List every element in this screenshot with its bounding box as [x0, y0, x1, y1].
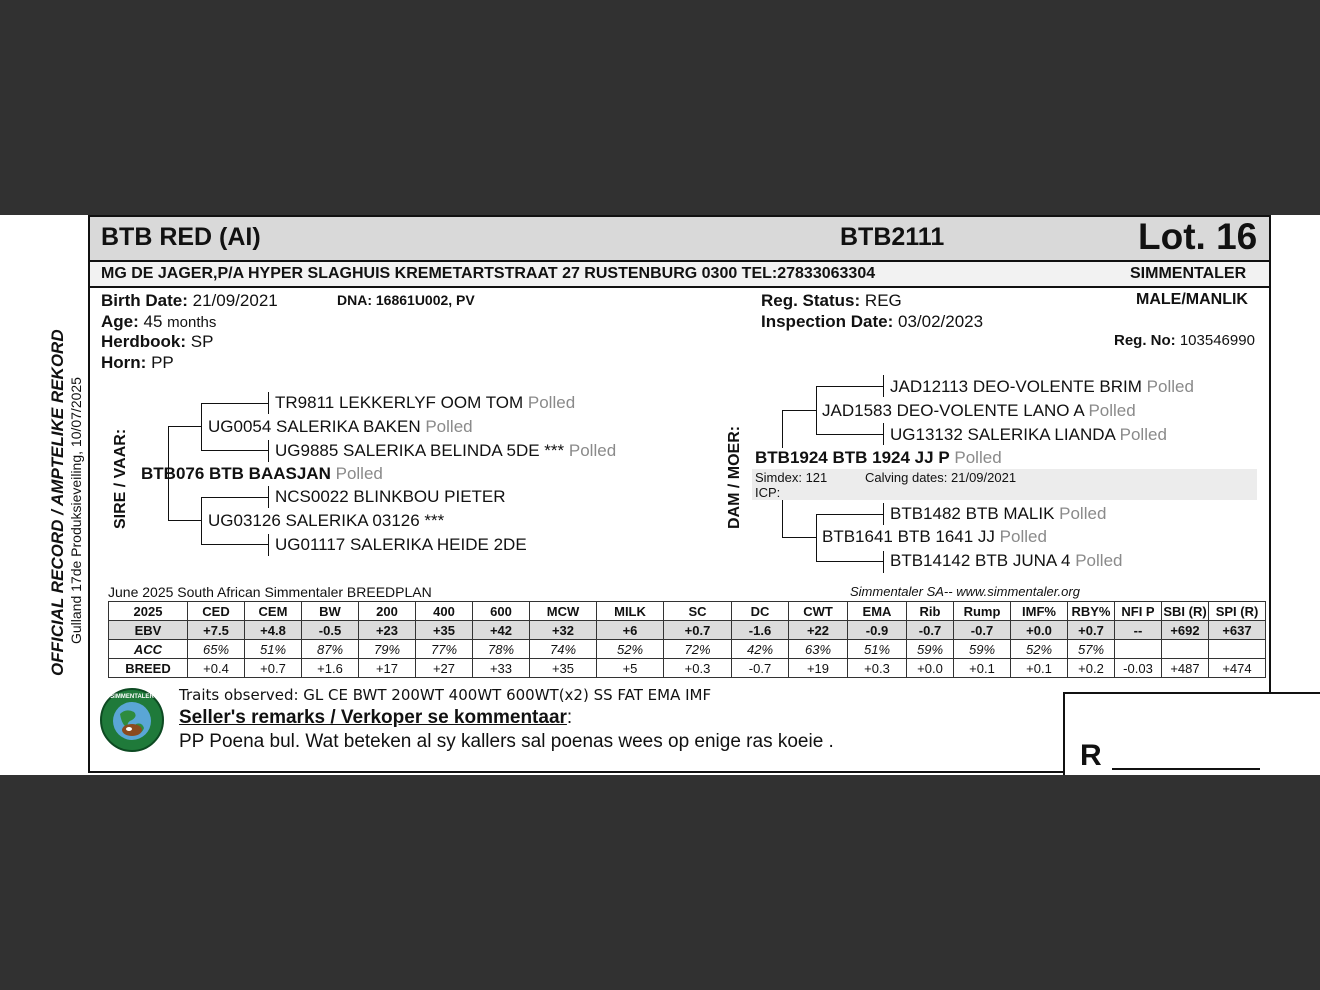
- ds-bracket-top: [816, 386, 883, 387]
- reg-status: Reg. Status: REG: [761, 291, 902, 310]
- dam-top-h: [782, 410, 816, 411]
- col-header: Rib: [907, 602, 954, 621]
- breed-cell: +33: [473, 659, 530, 678]
- dam-sire: JAD1583 DEO-VOLENTE LANO A Polled: [822, 401, 1136, 420]
- acc-cell: [1209, 640, 1266, 659]
- sire-dam: UG03126 SALERIKA 03126 ***: [208, 511, 445, 530]
- sss-tick: [268, 392, 269, 414]
- ds-bracket-v: [816, 386, 817, 434]
- dam-sire-sire: JAD12113 DEO-VOLENTE BRIM Polled: [890, 377, 1194, 396]
- official-record-text: OFFICIAL RECORD / AMPTELIKE REKORD: [48, 329, 67, 676]
- breedplan-table: [108, 601, 1266, 678]
- col-header: Rump: [954, 602, 1011, 621]
- dam-label: DAM / MOER:: [726, 425, 743, 529]
- acc-cell: 63%: [789, 640, 848, 659]
- dam-simdex: Simdex: 121: [755, 470, 828, 485]
- breedplan-website: Simmentaler SA-- www.simmentaler.org: [850, 584, 1080, 599]
- breed-cell: +0.7: [245, 659, 302, 678]
- dd-bracket-top: [816, 514, 883, 515]
- breed-cell: +0.2: [1068, 659, 1115, 678]
- logo-text: SIMMENTALER: [110, 694, 154, 700]
- ebv-cell: +32: [530, 621, 597, 640]
- ssd-tick: [268, 440, 269, 462]
- sds-tick: [268, 486, 269, 508]
- animal-id: BTB2111: [840, 223, 945, 251]
- sd-bracket-bottom: [201, 544, 268, 545]
- remarks-title: Seller's remarks / Verkoper se kommentaar:: [179, 707, 573, 728]
- lot-number: Lot. 16: [1138, 216, 1258, 257]
- sire-dam-dam: UG01117 SALERIKA HEIDE 2DE: [275, 535, 527, 554]
- dam-bottom-v: [782, 500, 783, 537]
- sire-dam-sire: NCS0022 BLINKBOU PIETER: [275, 487, 506, 506]
- dna: DNA: 16861U002, PV: [337, 292, 475, 308]
- col-header: DC: [732, 602, 789, 621]
- breed-cell: +27: [416, 659, 473, 678]
- age: Age: 45 months: [101, 312, 217, 331]
- breed-cell: +35: [530, 659, 597, 678]
- breed-cell: -0.03: [1115, 659, 1162, 678]
- ss-bracket-bottom: [201, 450, 268, 451]
- acc-cell: 72%: [664, 640, 732, 659]
- ebv-cell: +4.8: [245, 621, 302, 640]
- acc-cell: 65%: [188, 640, 245, 659]
- col-header: 400: [416, 602, 473, 621]
- col-header: BW: [302, 602, 359, 621]
- dd-bracket-v: [816, 514, 817, 561]
- table-acc-row: [109, 640, 1266, 659]
- dam-dam-dam: BTB14142 BTB JUNA 4 Polled: [890, 551, 1123, 570]
- ebv-cell: --: [1115, 621, 1162, 640]
- col-header: 200: [359, 602, 416, 621]
- herdbook: Herdbook: SP: [101, 332, 214, 351]
- dam-top-v: [782, 410, 783, 448]
- col-header: EMA: [848, 602, 907, 621]
- breed-cell: +487: [1162, 659, 1209, 678]
- ds-bracket-bottom: [816, 434, 883, 435]
- acc-cell: 79%: [359, 640, 416, 659]
- birth-date: Birth Date: 21/09/2021: [101, 291, 278, 310]
- acc-cell: 52%: [597, 640, 664, 659]
- sire-sire-dam: UG9885 SALERIKA BELINDA 5DE *** Polled: [275, 441, 617, 460]
- acc-cell: 78%: [473, 640, 530, 659]
- table-header-row: [109, 602, 1266, 621]
- acc-row-label: ACC: [109, 640, 188, 659]
- reg-no: Reg. No: 103546990: [1114, 332, 1255, 349]
- sd-bracket-v: [201, 497, 202, 544]
- sex: MALE/MANLIK: [1136, 291, 1248, 308]
- breed-cell: +0.4: [188, 659, 245, 678]
- breed-cell: +17: [359, 659, 416, 678]
- sire-name: BTB076 BTB BAASJAN Polled: [141, 464, 383, 483]
- ddd-tick: [883, 551, 884, 573]
- col-header: SPI (R): [1209, 602, 1266, 621]
- dds-tick: [883, 503, 884, 525]
- sdd-tick: [268, 534, 269, 556]
- breed-cell: +19: [789, 659, 848, 678]
- ebv-cell: -0.5: [302, 621, 359, 640]
- dsd-tick: [883, 423, 884, 445]
- dam-dam-sire: BTB1482 BTB MALIK Polled: [890, 504, 1107, 523]
- ebv-cell: +0.7: [1068, 621, 1115, 640]
- ebv-cell: +0.0: [1011, 621, 1068, 640]
- r-label: R: [1080, 739, 1102, 772]
- ebv-cell: +7.5: [188, 621, 245, 640]
- ebv-cell: -0.7: [907, 621, 954, 640]
- dam-dam: BTB1641 BTB 1641 JJ Polled: [822, 527, 1047, 546]
- acc-cell: 42%: [732, 640, 789, 659]
- dam-calving: Calving dates: 21/09/2021: [865, 470, 1017, 485]
- col-header: 600: [473, 602, 530, 621]
- dam-name: BTB1924 BTB 1924 JJ P Polled: [755, 448, 1002, 467]
- col-header: NFI P: [1115, 602, 1162, 621]
- acc-cell: 51%: [848, 640, 907, 659]
- acc-cell: 57%: [1068, 640, 1115, 659]
- ebv-cell: +637: [1209, 621, 1266, 640]
- ebv-cell: -0.9: [848, 621, 907, 640]
- col-header-row-label: 2025: [109, 602, 188, 621]
- acc-cell: 52%: [1011, 640, 1068, 659]
- breed-cell: +0.3: [848, 659, 907, 678]
- owner-address: MG DE JAGER,P/A HYPER SLAGHUIS KREMETARTSTRAAT 27 RUSTENBURG 0300 TEL:27833063304: [101, 265, 876, 282]
- dam-bottom-h: [782, 537, 816, 538]
- ebv-cell: +0.7: [664, 621, 732, 640]
- ebv-cell: -0.7: [954, 621, 1011, 640]
- sire-bracket-bottom: [168, 520, 202, 521]
- acc-cell: 59%: [907, 640, 954, 659]
- sire-sire: UG0054 SALERIKA BAKEN Polled: [208, 417, 473, 436]
- col-header: SC: [664, 602, 732, 621]
- breed-name: SIMMENTALER: [1130, 265, 1247, 282]
- breedplan-title: June 2025 South African Simmentaler BREEDPLAN: [108, 584, 432, 600]
- col-header: RBY%: [1068, 602, 1115, 621]
- acc-cell: 74%: [530, 640, 597, 659]
- ebv-cell: +23: [359, 621, 416, 640]
- dam-sire-dam: UG13132 SALERIKA LIANDA Polled: [890, 425, 1167, 444]
- dss-tick: [883, 375, 884, 397]
- header-bar: [90, 217, 1269, 262]
- sire-bracket-top: [168, 426, 202, 427]
- col-header: CEM: [245, 602, 302, 621]
- inspection-date: Inspection Date: 03/02/2023: [761, 312, 984, 331]
- simmentaler-logo: [100, 688, 164, 752]
- sire-label: SIRE / VAAR:: [112, 428, 129, 529]
- ebv-cell: +692: [1162, 621, 1209, 640]
- remarks-text: PP Poena bul. Wat beteken al sy kallers sal poenas wees op enige ras koeie .: [179, 731, 834, 752]
- acc-cell: 59%: [954, 640, 1011, 659]
- breed-cell: +0.0: [907, 659, 954, 678]
- sale-text: Gulland 17de Produksieveiling, 10/07/2025: [68, 377, 84, 644]
- acc-cell: 51%: [245, 640, 302, 659]
- ebv-cell: +22: [789, 621, 848, 640]
- breed-cell: +474: [1209, 659, 1266, 678]
- acc-cell: [1162, 640, 1209, 659]
- sd-bracket-top: [201, 497, 268, 498]
- col-header: SBI (R): [1163, 603, 1207, 619]
- ss-bracket-v: [201, 403, 202, 450]
- breed-cell: +0.3: [664, 659, 732, 678]
- breed-cell: +1.6: [302, 659, 359, 678]
- ebv-cell: +6: [597, 621, 664, 640]
- ss-bracket-top: [201, 403, 268, 404]
- traits-observed: Traits observed: GL CE BWT 200WT 400WT 600WT(x2) SS FAT EMA IMF: [179, 686, 712, 704]
- table-breed-row: [109, 659, 1266, 678]
- r-signature-line: [1112, 768, 1260, 770]
- col-header: IMF%: [1011, 602, 1068, 621]
- ebv-row-label: EBV: [109, 621, 188, 640]
- dd-bracket-bottom: [816, 561, 883, 562]
- col-header: CED: [188, 602, 245, 621]
- col-header: CWT: [789, 602, 848, 621]
- acc-cell: 77%: [416, 640, 473, 659]
- animal-name: BTB RED (AI): [101, 223, 261, 251]
- acc-cell: [1115, 640, 1162, 659]
- breed-cell: +5: [597, 659, 664, 678]
- acc-cell: 87%: [302, 640, 359, 659]
- ebv-cell: +35: [416, 621, 473, 640]
- col-header: MCW: [530, 602, 597, 621]
- breed-cell: +0.1: [954, 659, 1011, 678]
- breed-row-label: BREED: [109, 659, 188, 678]
- col-header: MILK: [597, 602, 664, 621]
- dam-icp: ICP:: [755, 485, 781, 500]
- sire-sire-sire: TR9811 LEKKERLYF OOM TOM Polled: [275, 393, 576, 412]
- ebv-cell: -1.6: [732, 621, 789, 640]
- table-ebv-row: [109, 621, 1266, 640]
- breed-cell: +0.1: [1011, 659, 1068, 678]
- ebv-cell: +42: [473, 621, 530, 640]
- breed-cell: -0.7: [732, 659, 789, 678]
- horn: Horn: PP: [101, 353, 174, 372]
